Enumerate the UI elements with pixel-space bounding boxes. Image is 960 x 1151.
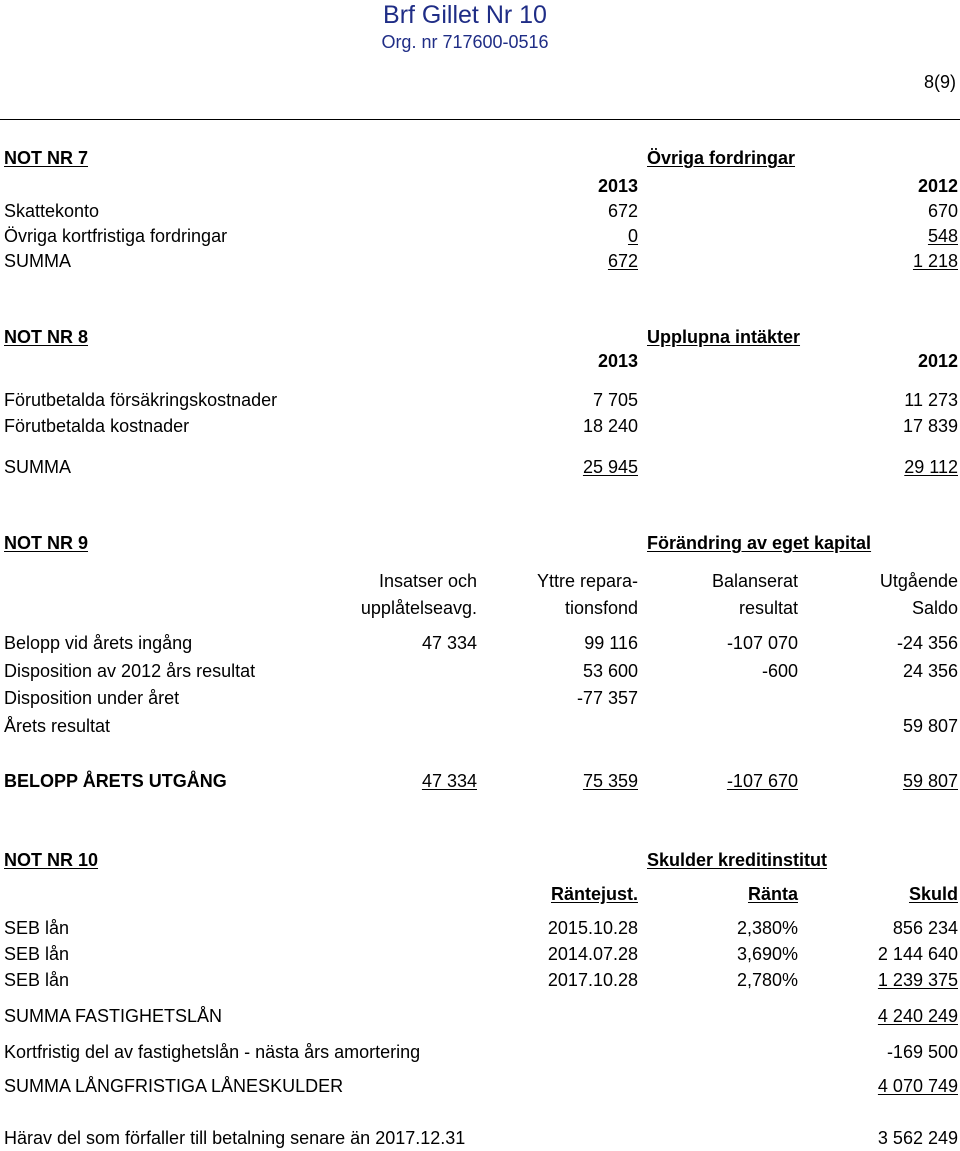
value-fond: 53 600: [582, 661, 638, 681]
column-header-balanserat: Balanserat: [711, 571, 798, 591]
note-7-label: NOT NR 7: [4, 148, 89, 168]
note-9-label: NOT NR 9: [4, 533, 89, 553]
row-value: 3 562 249: [877, 1128, 958, 1148]
column-header-rantejust: Räntejust.: [550, 884, 638, 904]
value-balanserat-text: -107 670: [726, 771, 798, 791]
value-rate: 2,780%: [736, 970, 798, 990]
value-debt: [810, 970, 958, 990]
value-2013: 7 705: [592, 390, 638, 410]
value-date: 2017.10.28: [547, 970, 638, 990]
value-2012: [800, 251, 958, 271]
value-2012-text: 1 218: [912, 251, 958, 271]
value-2013: [500, 251, 638, 271]
value-debt-text: 1 239 375: [877, 970, 958, 990]
value-debt: 2 144 640: [877, 944, 958, 964]
value-rate: 3,690%: [736, 944, 798, 964]
row-label: SEB lån: [4, 970, 70, 990]
row-label: Skattekonto: [4, 201, 100, 221]
column-header-utgaende: Utgående: [879, 571, 958, 591]
note-7-year-2012: 2012: [917, 176, 958, 196]
document-title: Brf Gillet Nr 10: [383, 1, 547, 29]
value-rate: 2,380%: [736, 918, 798, 938]
row-value-text: 4 070 749: [877, 1076, 958, 1096]
row-label: Disposition av 2012 års resultat: [4, 661, 256, 681]
row-label: SUMMA: [4, 457, 71, 477]
row-value: [760, 1006, 958, 1026]
value-2012-text: 29 112: [904, 457, 958, 477]
value-2012: [800, 226, 958, 246]
column-header-ranta: Ränta: [747, 884, 798, 904]
column-header-fond-2: tionsfond: [564, 598, 638, 618]
value-2012-text: 548: [927, 226, 958, 246]
row-label: BELOPP ÅRETS UTGÅNG: [4, 771, 227, 791]
value-fond: -77 357: [576, 688, 638, 708]
column-header-skuld: Skuld: [908, 884, 958, 904]
value-2012: 11 273: [904, 390, 958, 410]
value-2013: [500, 457, 638, 477]
value-utgaende: 24 356: [902, 661, 958, 681]
value-utgaende-text: 59 807: [902, 771, 958, 791]
value-2012: [800, 457, 958, 477]
value-utgaende: [810, 771, 958, 791]
note-8-title: Upplupna intäkter: [647, 327, 801, 347]
note-10-title: Skulder kreditinstitut: [647, 850, 828, 870]
row-value: -169 500: [886, 1042, 958, 1062]
value-insatser-text: 47 334: [421, 771, 477, 791]
value-balanserat: -600: [761, 661, 798, 681]
note-8-year-2012: 2012: [917, 351, 958, 371]
note-7-title: Övriga fordringar: [647, 148, 796, 168]
row-label: SEB lån: [4, 918, 70, 938]
page-number: 8(9): [923, 72, 956, 92]
value-2012: 670: [927, 201, 958, 221]
row-label: Årets resultat: [4, 716, 111, 736]
organization-number: Org. nr 717600-0516: [381, 32, 549, 52]
value-balanserat: [650, 771, 798, 791]
value-insatser: [300, 771, 477, 791]
row-value: [760, 1076, 958, 1096]
note-8-label: NOT NR 8: [4, 327, 89, 347]
value-date: 2014.07.28: [547, 944, 638, 964]
note-9-title: Förändring av eget kapital: [647, 533, 872, 553]
value-2013: 672: [607, 201, 638, 221]
value-2013-text: 672: [607, 251, 638, 271]
row-label: SEB lån: [4, 944, 70, 964]
column-header-fond: Yttre repara-: [536, 571, 638, 591]
value-debt: 856 234: [892, 918, 958, 938]
row-label: Härav del som förfaller till betalning senare än 2017.12.31: [4, 1128, 466, 1148]
value-2013: 18 240: [582, 416, 638, 436]
note-7-year-2013: 2013: [597, 176, 638, 196]
row-label: SUMMA: [4, 251, 71, 271]
row-label: SUMMA LÅNGFRISTIGA LÅNESKULDER: [4, 1076, 344, 1096]
row-label: Disposition under året: [4, 688, 180, 708]
value-utgaende: 59 807: [902, 716, 958, 736]
value-balanserat: -107 070: [726, 633, 798, 653]
value-insatser: 47 334: [421, 633, 477, 653]
value-2013: [500, 226, 638, 246]
value-2012: 17 839: [902, 416, 958, 436]
divider-top: [0, 119, 960, 120]
column-header-insatser: Insatser och: [378, 571, 477, 591]
column-header-utgaende-2: Saldo: [911, 598, 958, 618]
value-2013-text: 0: [627, 226, 638, 246]
column-header-balanserat-2: resultat: [738, 598, 798, 618]
note-8-year-2013: 2013: [597, 351, 638, 371]
row-label: Förutbetalda kostnader: [4, 416, 190, 436]
value-utgaende: -24 356: [896, 633, 958, 653]
value-fond-text: 75 359: [582, 771, 638, 791]
value-fond: 99 116: [584, 633, 638, 653]
note-10-label: NOT NR 10: [4, 850, 99, 870]
value-fond: [490, 771, 638, 791]
row-label: Övriga kortfristiga fordringar: [4, 226, 228, 246]
column-header-insatser-2: upplåtelseavg.: [360, 598, 477, 618]
row-value-text: 4 240 249: [877, 1006, 958, 1026]
row-label: Förutbetalda försäkringskostnader: [4, 390, 278, 410]
row-label: Belopp vid årets ingång: [4, 633, 193, 653]
value-date: 2015.10.28: [547, 918, 638, 938]
row-label: Kortfristig del av fastighetslån - nästa års amortering: [4, 1042, 421, 1062]
row-label: SUMMA FASTIGHETSLÅN: [4, 1006, 223, 1026]
value-2013-text: 25 945: [582, 457, 638, 477]
